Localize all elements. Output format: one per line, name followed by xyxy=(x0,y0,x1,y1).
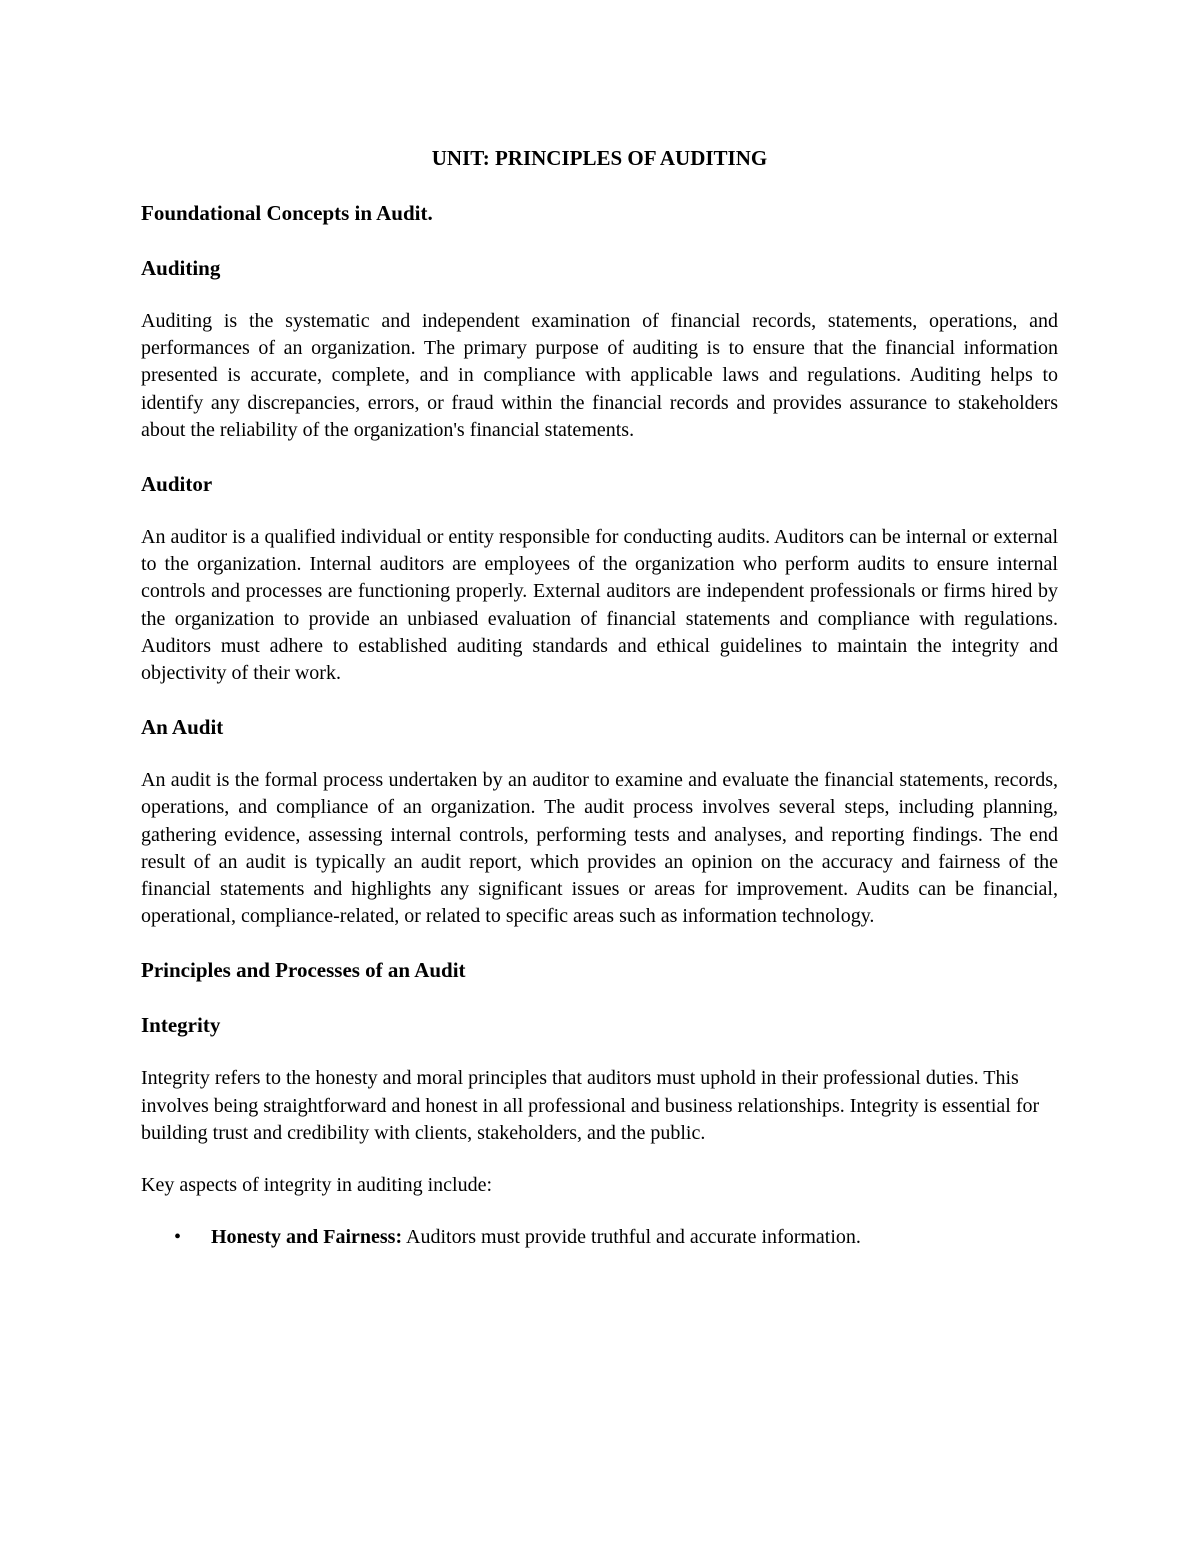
paragraph-auditing: Auditing is the systematic and independent examination of financial records, statements, operations, and performances of an organization. The primary purpose of auditing is to ensure that the financial information presented is accurate, complete, and in compliance with applicable laws and regulations. Auditing helps to identify any discrepancies, errors, or fraud within the financial records and provides assurance to stakeholders about the reliability of the organization's financial statements. xyxy=(141,310,1058,441)
list-item xyxy=(141,1224,1058,1251)
bullet-term: Honesty and Fairness: xyxy=(211,1226,403,1249)
bullet-icon: • xyxy=(174,1226,182,1249)
heading-an-audit: An Audit xyxy=(141,715,224,740)
document-title: UNIT: PRINCIPLES OF AUDITING xyxy=(431,146,768,170)
paragraph-an-audit: An audit is the formal process undertaken by an auditor to examine and evaluate the financial statements, records, operations, and compliance of an organization. The audit process involves several steps, including planning, gathering evidence, assessing internal controls, performing tests and analyses, and reporting findings. The end result of an audit is typically an audit report, which provides an opinion on the accuracy and fairness of the financial statements and highlights any significant issues or areas for improvement. Audits can be financial, operational, compliance-related, or related to specific areas such as information technology. xyxy=(141,769,1058,928)
heading-auditing: Auditing xyxy=(141,256,221,280)
paragraph-auditor: An auditor is a qualified individual or entity responsible for conducting audits. Auditors can be internal or external to the organization. Internal auditors are employees of the organization who perform audits to ensure internal controls and processes are functioning properly. External auditors are independent professionals or firms hired by the organization to provide an unbiased evaluation of financial statements and compliance with regulations. Auditors must adhere to established auditing standards and ethical guidelines to maintain the integrity and objectivity of their work. xyxy=(141,526,1058,685)
heading-principles-and-processes: Principles and Processes of an Audit xyxy=(141,958,466,983)
heading-foundational-concepts: Foundational Concepts in Audit. xyxy=(141,201,433,225)
paragraph-integrity-intro: Key aspects of integrity in auditing include: xyxy=(141,1174,493,1197)
bullet-text: Auditors must provide truthful and accurate information. xyxy=(402,1226,861,1249)
paragraph-integrity: Integrity refers to the honesty and moral principles that auditors must uphold in their professional duties. This involves being straightforward and honest in all professional and business relationships. Integrity is essential for building trust and credibility with clients, stakeholders, and the public. xyxy=(141,1067,1040,1144)
heading-auditor: Auditor xyxy=(141,472,213,497)
integrity-bullet-list xyxy=(141,1224,1058,1251)
document-body xyxy=(141,143,1058,1251)
heading-integrity: Integrity xyxy=(141,1013,221,1038)
